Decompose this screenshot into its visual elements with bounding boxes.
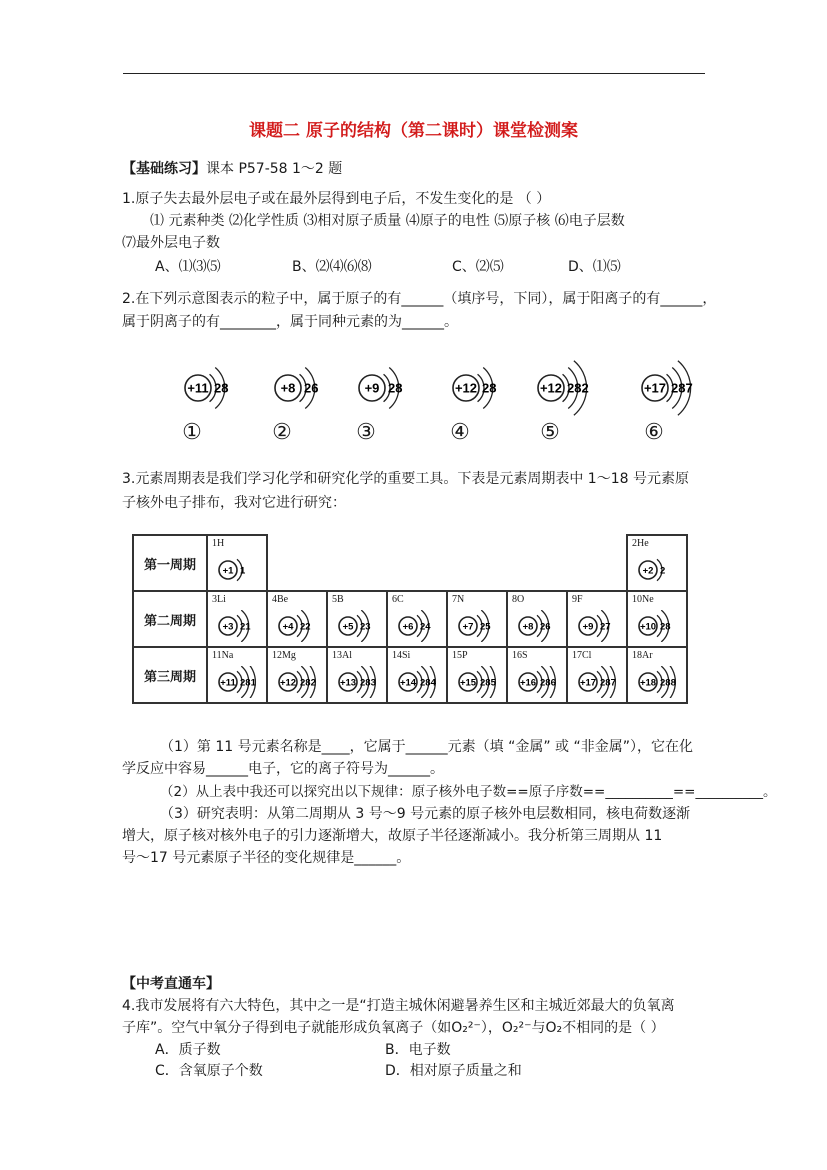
element-cell: [387, 591, 447, 647]
nuclear-charge: +17: [579, 677, 597, 689]
q2-line1: 2.在下列示意图表示的粒子中，属于原子的有______（填序号，下同），属于阳离子的有______，: [122, 291, 717, 307]
element-atom-structure: [576, 610, 626, 642]
element-symbol: 15P: [452, 650, 468, 661]
shell-electron-counts: 26: [540, 621, 551, 633]
element-cell: [447, 591, 507, 647]
q3-line1: 3.元素周期表是我们学习化学和研究化学的重要工具。下表是元素周期表中 1～18 号元素原: [122, 471, 689, 487]
element-cell: [627, 647, 687, 703]
diagram-number-label: ①: [182, 420, 202, 445]
element-symbol: 14Si: [392, 650, 411, 661]
shell-electron-counts: 28: [482, 380, 497, 396]
element-atom-structure: [216, 554, 266, 586]
nuclear-charge: +12: [454, 380, 478, 396]
element-cell: [207, 535, 267, 591]
element-cell: [207, 591, 267, 647]
atom-structure-diagram: [516, 610, 568, 642]
q3-sub3-line1: （3）研究表明：从第二周期从 3 号～9 号元素的原子核外电层数相同，核电荷数逐渐: [160, 806, 691, 822]
atom-structure-diagram: [276, 610, 328, 642]
element-atom-structure: [396, 666, 446, 698]
basic-practice-line: [122, 158, 342, 178]
element-symbol: 3Li: [212, 594, 226, 605]
nuclear-charge: +5: [342, 621, 354, 633]
element-symbol: 4Be: [272, 594, 289, 605]
period-label: 第三周期: [133, 647, 207, 703]
shell-electron-counts: 28: [388, 380, 403, 396]
element-cell: [327, 591, 387, 647]
element-atom-structure: [396, 610, 446, 642]
shell-electron-counts: 282: [300, 677, 316, 689]
q4-line1: 4.我市发展将有六大特色，其中之一是“打造主城休闲避暑养生区和主城近郊最大的负氧离: [122, 998, 675, 1014]
element-symbol: 2He: [632, 538, 649, 549]
element-symbol: 8O: [512, 594, 525, 605]
nuclear-charge: +6: [402, 621, 414, 633]
element-symbol: 1H: [212, 538, 225, 549]
q4-line2: 子库”。空气中氧分子得到电子就能形成负氧离子（如O₂²⁻），O₂²⁻与O₂不相同的是（ ）: [122, 1020, 665, 1036]
period-label: 第二周期: [133, 591, 207, 647]
element-cell: [267, 591, 327, 647]
shell-electron-counts: 22: [300, 621, 311, 633]
q3-sub1-line2: 学反应中容易______电子，它的离子符号为______。: [122, 761, 444, 777]
nuclear-charge: +11: [187, 380, 209, 396]
atom-structure-diagram: [262, 358, 352, 418]
nuclear-charge: +9: [364, 380, 380, 396]
shell-electron-counts: 284: [420, 677, 436, 689]
atom-structure-diagram: [440, 358, 530, 418]
element-atom-structure: [276, 610, 326, 642]
q3-sub3-line2: 增大，原子核对核外电子的引力逐渐增大，故原子半径逐渐减小。我分析第三周期从 11: [122, 828, 663, 844]
page-title: 课题二 原子的结构（第二课时）课堂检测案: [249, 121, 578, 141]
element-atom-structure: [516, 666, 566, 698]
nuclear-charge: +12: [279, 677, 297, 689]
element-symbol: 18Ar: [632, 650, 653, 661]
nuclear-charge: +11: [220, 677, 236, 689]
element-atom-structure: [216, 666, 266, 698]
nuclear-charge: +15: [459, 677, 477, 689]
element-cell: [627, 591, 687, 647]
element-cell: [627, 535, 687, 591]
period-label: 第一周期: [133, 535, 207, 591]
periodic-table: [132, 534, 688, 704]
q1-option-a: A、⑴⑶⑸: [155, 259, 221, 275]
q1-option-b: B、⑵⑷⑹⑻: [292, 259, 372, 275]
q4-option-a: A．质子数: [155, 1042, 221, 1058]
atom-structure-diagram: [516, 666, 568, 698]
nuclear-charge: +9: [582, 621, 594, 633]
atom-structure-diagram: [396, 610, 448, 642]
element-atom-structure: [516, 610, 566, 642]
element-symbol: 11Na: [212, 650, 234, 661]
shell-electron-counts: 287: [600, 677, 616, 689]
period-row-2: [133, 591, 687, 647]
shell-electron-counts: 288: [660, 677, 676, 689]
nuclear-charge: +8: [280, 380, 296, 396]
diagram-number-label: ④: [450, 420, 470, 445]
nuclear-charge: +13: [339, 677, 357, 689]
nuclear-charge: +17: [643, 380, 667, 396]
element-symbol: 9F: [572, 594, 583, 605]
element-symbol: 6C: [392, 594, 404, 605]
nuclear-charge: +7: [462, 621, 474, 633]
element-cell: [207, 647, 267, 703]
diagram-number-label: ③: [356, 420, 376, 445]
q4-option-c: C．含氧原子个数: [155, 1063, 263, 1079]
atom-structure-diagram: [276, 666, 328, 698]
shell-electron-counts: 282: [567, 380, 589, 396]
particle-diagram: [262, 358, 352, 458]
particle-diagram: [634, 358, 724, 458]
element-atom-structure: [336, 610, 386, 642]
element-symbol: 17Cl: [572, 650, 592, 661]
element-symbol: 16S: [512, 650, 528, 661]
shell-electron-counts: 24: [420, 621, 431, 633]
q1-items-line2: ⑺最外层电子数: [122, 235, 220, 251]
shell-electron-counts: 21: [240, 621, 251, 633]
shell-electron-counts: 286: [540, 677, 556, 689]
shell-electron-counts: 283: [360, 677, 376, 689]
q3-sub3-line3: 号～17 号元素原子半径的变化规律是______。: [122, 850, 411, 866]
diagram-number-label: ②: [272, 420, 292, 445]
element-cell: [507, 591, 567, 647]
q3-sub1-line1: （1）第 11 号元素名称是____，它属于______元素（填 “金属” 或 “非金属”），它在化: [160, 739, 693, 755]
element-symbol: 13Al: [332, 650, 352, 661]
particle-diagram: [346, 358, 436, 458]
shell-electron-counts: 2: [660, 565, 666, 577]
nuclear-charge: +10: [639, 621, 657, 633]
table-gap: [267, 535, 627, 591]
shell-electron-counts: 28: [214, 380, 229, 396]
element-symbol: 10Ne: [632, 594, 654, 605]
atom-structure-diagram: [336, 666, 388, 698]
q1-option-c: C、⑵⑸: [452, 259, 504, 275]
atom-structure-diagram: [576, 666, 628, 698]
atom-structure-diagram: [456, 610, 508, 642]
atom-structure-diagram: [456, 666, 508, 698]
element-cell: [327, 647, 387, 703]
nuclear-charge: +12: [539, 380, 563, 396]
atom-structure-diagram: [172, 358, 262, 418]
element-cell: [507, 647, 567, 703]
atom-structure-diagram: [216, 554, 268, 586]
q1-stem: 1.原子失去最外层电子或在最外层得到电子后，不发生变化的是 （ ）: [122, 191, 551, 207]
shell-electron-counts: 23: [360, 621, 371, 633]
particle-diagram: [530, 358, 620, 458]
q1-items-line1: ⑴ 元素种类 ⑵化学性质 ⑶相对原子质量 ⑷原子的电性 ⑸原子核 ⑹电子层数: [150, 213, 625, 229]
particle-diagram: [440, 358, 530, 458]
particle-diagram: [172, 358, 262, 458]
shell-electron-counts: 1: [240, 565, 246, 577]
element-atom-structure: [456, 666, 506, 698]
element-cell: [567, 591, 627, 647]
nuclear-charge: +8: [522, 621, 534, 633]
q3-sub2: （2）从上表中我还可以探究出以下规律：原子核外电子数==原子序数==__________==__________。: [160, 784, 777, 800]
element-symbol: 12Mg: [272, 650, 296, 661]
element-atom-structure: [636, 554, 686, 586]
exam-heading: 【中考直通车】: [122, 976, 220, 992]
q4-option-b: B．电子数: [385, 1042, 451, 1058]
q1-option-d: D、⑴⑸: [568, 259, 621, 275]
q2-line2: 属于阴离子的有________，属于同种元素的为______。: [122, 314, 458, 330]
q3-line2: 子核外电子排布，我对它进行研究：: [122, 495, 346, 511]
shell-electron-counts: 25: [480, 621, 491, 633]
element-cell: [267, 647, 327, 703]
shell-electron-counts: 26: [304, 380, 319, 396]
element-symbol: 7N: [452, 594, 465, 605]
atom-structure-diagram: [336, 610, 388, 642]
element-cell: [447, 647, 507, 703]
atom-structure-diagram: [346, 358, 436, 418]
element-atom-structure: [336, 666, 386, 698]
nuclear-charge: +2: [642, 565, 654, 577]
nuclear-charge: +14: [399, 677, 417, 689]
nuclear-charge: +16: [519, 677, 537, 689]
shell-electron-counts: 28: [660, 621, 671, 633]
top-rule: [123, 73, 705, 74]
element-symbol: 5B: [332, 594, 344, 605]
shell-electron-counts: 287: [671, 380, 693, 396]
period-row-3: [133, 647, 687, 703]
shell-electron-counts: 281: [240, 677, 256, 689]
basic-practice-text: 课本 P57-58 1～2 题: [206, 161, 343, 177]
atom-structure-diagram: [636, 666, 688, 698]
element-atom-structure: [576, 666, 626, 698]
element-cell: [387, 647, 447, 703]
element-atom-structure: [216, 610, 266, 642]
element-atom-structure: [636, 666, 686, 698]
atom-structure-diagram: [216, 610, 268, 642]
element-cell: [567, 647, 627, 703]
nuclear-charge: +1: [222, 565, 234, 577]
nuclear-charge: +18: [639, 677, 657, 689]
element-atom-structure: [456, 610, 506, 642]
nuclear-charge: +3: [222, 621, 234, 633]
diagram-number-label: ⑥: [644, 420, 664, 445]
element-atom-structure: [276, 666, 326, 698]
nuclear-charge: +4: [282, 621, 294, 633]
shell-electron-counts: 27: [600, 621, 611, 633]
atom-structure-diagram: [530, 358, 620, 418]
basic-practice-heading: 【基础练习】: [122, 161, 206, 177]
q4-option-d: D．相对原子质量之和: [385, 1063, 522, 1079]
period-row-1: [133, 535, 687, 591]
atom-structure-diagram: [396, 666, 448, 698]
atom-structure-diagram: [576, 610, 628, 642]
atom-structure-diagram: [216, 666, 268, 698]
atom-structure-diagram: [634, 358, 724, 418]
atom-structure-diagram: [636, 610, 688, 642]
atom-structure-diagram: [636, 554, 688, 586]
diagram-number-label: ⑤: [540, 420, 560, 445]
element-atom-structure: [636, 610, 686, 642]
shell-electron-counts: 285: [480, 677, 496, 689]
